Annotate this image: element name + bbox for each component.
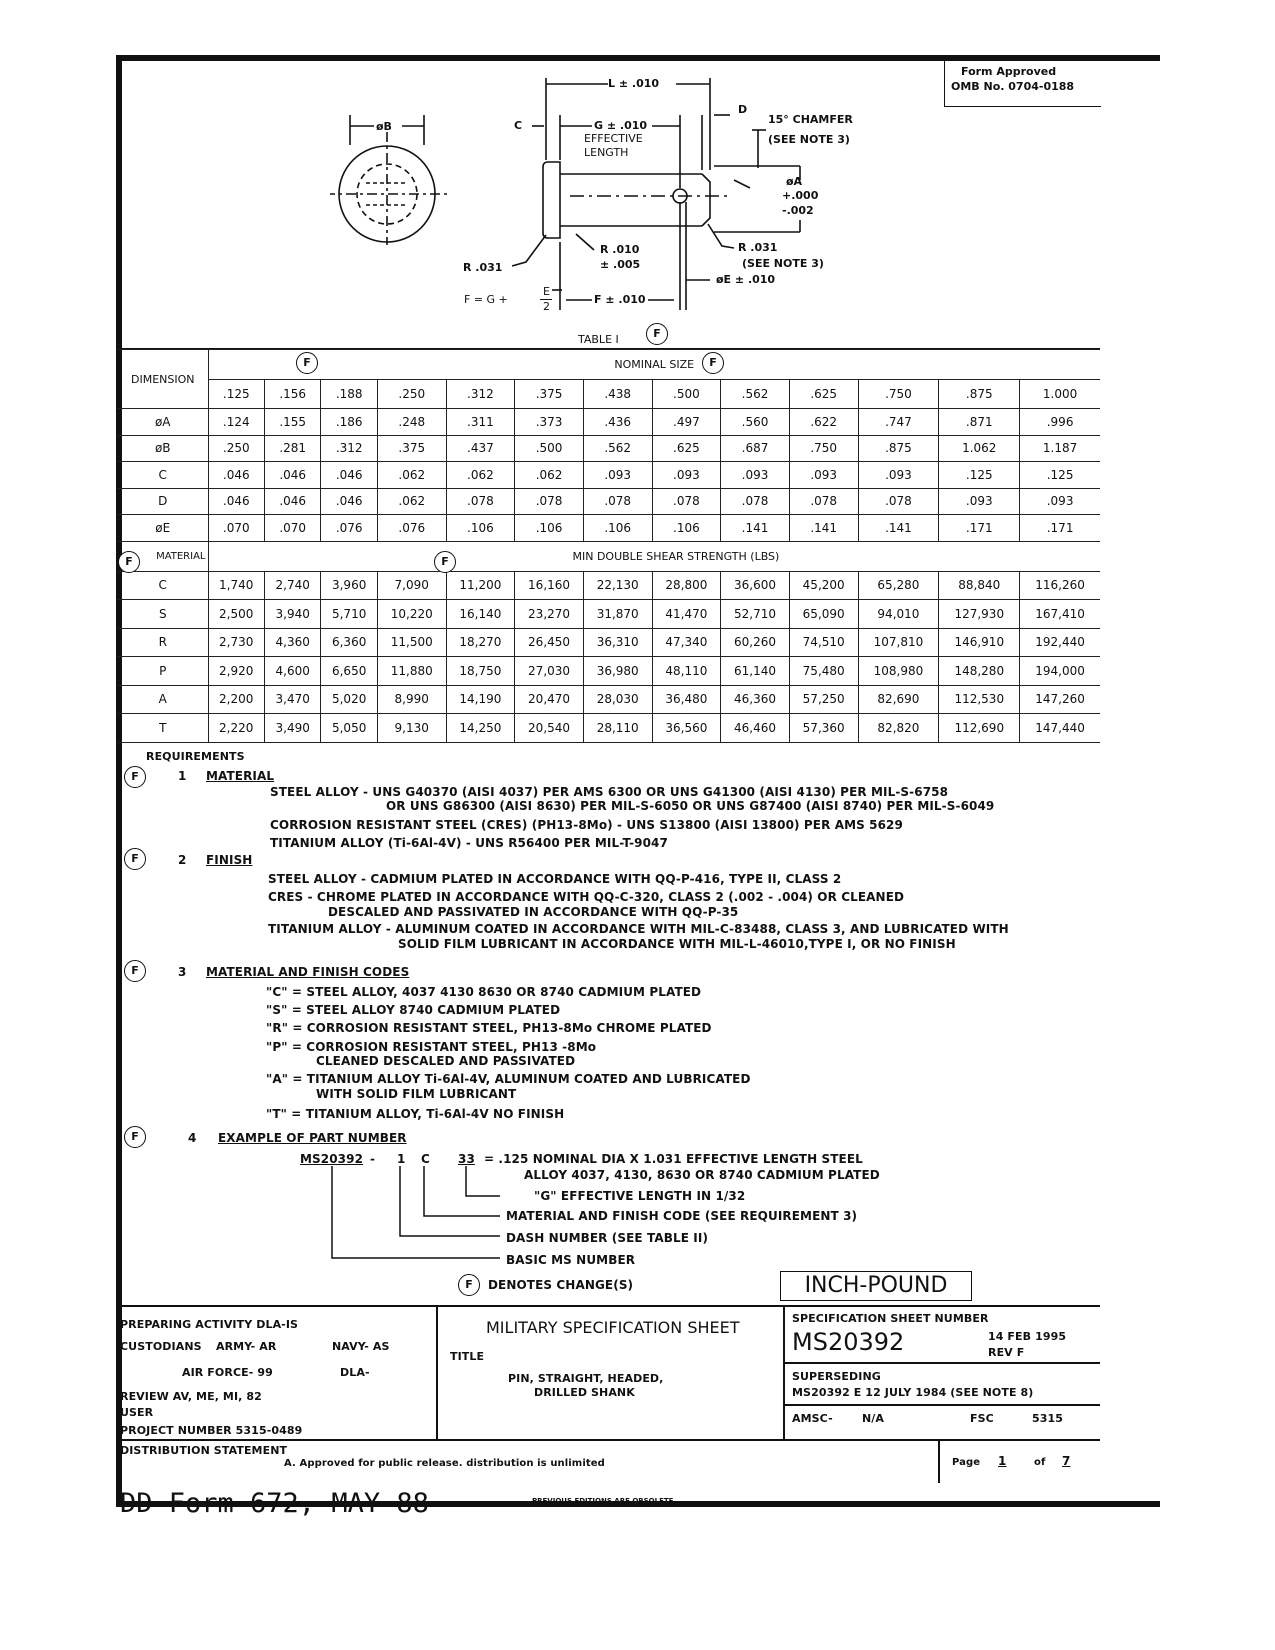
table-cell: 108,980 <box>858 657 939 686</box>
table-cell: .078 <box>858 488 939 515</box>
change-mark: F <box>124 960 146 982</box>
table-cell: 16,160 <box>515 571 584 600</box>
req3-line: WITH SOLID FILM LUBRICANT <box>316 1087 517 1101</box>
table-cell: .093 <box>652 462 721 489</box>
superseding-label: SUPERSEDING <box>792 1370 881 1383</box>
size-header-cell: .438 <box>583 380 652 409</box>
example-part-number: MS20392 <box>300 1152 364 1166</box>
table-row <box>118 515 1100 542</box>
table-cell: 6,360 <box>321 628 377 657</box>
table-cell: 47,340 <box>652 628 721 657</box>
spec-revision: REV F <box>988 1346 1025 1359</box>
size-header-cell: .188 <box>321 380 377 409</box>
table-cell: 4,360 <box>264 628 320 657</box>
table-cell: 16,140 <box>446 600 515 629</box>
table-cell: 194,000 <box>1020 657 1100 686</box>
change-mark: F <box>434 551 456 573</box>
req3-line: "S" = STEEL ALLOY 8740 CADMIUM PLATED <box>266 1003 561 1017</box>
table-cell: .250 <box>208 435 264 462</box>
table-row <box>118 435 1100 462</box>
table-cell: 2,220 <box>208 714 264 743</box>
c-label: C <box>514 119 523 132</box>
table-cell: .171 <box>1020 515 1100 542</box>
table-cell: 5,020 <box>321 685 377 714</box>
nominal-size-header <box>208 350 1100 380</box>
table-cell: .312 <box>321 435 377 462</box>
table-cell: 61,140 <box>721 657 790 686</box>
table-cell: .078 <box>515 488 584 515</box>
req2-line: SOLID FILM LUBRICANT IN ACCORDANCE WITH MIL-L-46010,TYPE I, OR NO FINISH <box>398 937 956 951</box>
length-label: LENGTH <box>584 146 629 159</box>
table-cell: 20,540 <box>515 714 584 743</box>
d-label: D <box>738 103 748 116</box>
table-cell: .093 <box>939 488 1020 515</box>
table-cell: .078 <box>652 488 721 515</box>
l-label: L ± .010 <box>608 77 660 90</box>
table-cell: 57,360 <box>789 714 858 743</box>
req1-line: STEEL ALLOY - UNS G40370 (AISI 4037) PER AMS 6300 OR UNS G41300 (AISI 4130) PER MIL-S-6758 <box>270 785 949 799</box>
req2-line: CRES - CHROME PLATED IN ACCORDANCE WITH QQ-C-320, CLASS 2 (.002 - .004) OR CLEANED <box>268 890 905 904</box>
chamfer-note: (SEE NOTE 3) <box>768 133 850 146</box>
callout-effective-length: "G" EFFECTIVE LENGTH IN 1/32 <box>534 1189 746 1203</box>
table-cell: 48,110 <box>652 657 721 686</box>
table-cell: 36,980 <box>583 657 652 686</box>
table-cell: 57,250 <box>789 685 858 714</box>
req3-line: "R" = CORROSION RESISTANT STEEL, PH13-8Mo CHROME PLATED <box>266 1021 712 1035</box>
footer-divider-page <box>938 1439 940 1483</box>
table-cell: 7,090 <box>377 571 446 600</box>
table-cell: .750 <box>789 435 858 462</box>
req3-number: 3 <box>178 965 187 979</box>
table-row <box>118 714 1100 743</box>
req2-line: TITANIUM ALLOY - ALUMINUM COATED IN ACCORDANCE WITH MIL-C-83488, CLASS 3, AND LUBRICATED WITH <box>268 922 1009 936</box>
table-cell: 26,450 <box>515 628 584 657</box>
req2-title: FINISH <box>206 853 253 867</box>
table-cell: 107,810 <box>858 628 939 657</box>
table-cell: 27,030 <box>515 657 584 686</box>
table-one <box>118 349 1100 743</box>
table-cell: 3,490 <box>264 714 320 743</box>
preparing-activity: PREPARING ACTIVITY DLA-IS <box>120 1318 299 1331</box>
table-cell: .996 <box>1020 409 1100 436</box>
row-label: A <box>118 685 208 714</box>
req3-line: "C" = STEEL ALLOY, 4037 4130 8630 OR 8740 CADMIUM PLATED <box>266 985 702 999</box>
table-cell: .141 <box>789 515 858 542</box>
table-cell: .046 <box>321 488 377 515</box>
table-cell: .106 <box>446 515 515 542</box>
table-cell: .076 <box>321 515 377 542</box>
req4-number: 4 <box>188 1131 197 1145</box>
f-den: 2 <box>543 300 550 313</box>
size-header-cell: .625 <box>789 380 858 409</box>
change-mark: F <box>702 352 724 374</box>
table-cell: .747 <box>858 409 939 436</box>
change-mark: F <box>124 766 146 788</box>
shear-header: MIN DOUBLE SHEAR STRENGTH (LBS) <box>208 541 1100 571</box>
table-cell: 167,410 <box>1020 600 1100 629</box>
table-row <box>118 600 1100 629</box>
example-desc-1: = .125 NOMINAL DIA X 1.031 EFFECTIVE LENGTH STEEL <box>484 1152 863 1166</box>
table-cell: .436 <box>583 409 652 436</box>
table-cell: .373 <box>515 409 584 436</box>
table-cell: .124 <box>208 409 264 436</box>
table-cell: 127,930 <box>939 600 1020 629</box>
table-cell: 36,600 <box>721 571 790 600</box>
table-row <box>118 571 1100 600</box>
table-cell: 8,990 <box>377 685 446 714</box>
table-cell: .141 <box>721 515 790 542</box>
table-cell: .046 <box>264 488 320 515</box>
distribution-label: DISTRIBUTION STATEMENT <box>120 1444 288 1457</box>
of-label: of <box>1034 1457 1046 1468</box>
req2-number: 2 <box>178 853 187 867</box>
spec-sheet-label: SPECIFICATION SHEET NUMBER <box>792 1312 989 1325</box>
table-cell: 1.062 <box>939 435 1020 462</box>
table-cell: 3,940 <box>264 600 320 629</box>
req3-line: CLEANED DESCALED AND PASSIVATED <box>316 1054 576 1068</box>
table-cell: .093 <box>583 462 652 489</box>
req3-line: "A" = TITANIUM ALLOY Ti-6Al-4V, ALUMINUM COATED AND LUBRICATED <box>266 1072 751 1086</box>
table-cell: .078 <box>789 488 858 515</box>
table-cell: .046 <box>208 462 264 489</box>
table-cell: 18,750 <box>446 657 515 686</box>
table-cell: .437 <box>446 435 515 462</box>
table-cell: 5,710 <box>321 600 377 629</box>
amsc-value: N/A <box>862 1412 885 1425</box>
callout-material-code: MATERIAL AND FINISH CODE (SEE REQUIREMENT 3) <box>506 1209 858 1223</box>
table-cell: 3,470 <box>264 685 320 714</box>
table-cell: 36,480 <box>652 685 721 714</box>
table-cell: 18,270 <box>446 628 515 657</box>
table-cell: .078 <box>583 488 652 515</box>
user-label: USER <box>120 1406 154 1419</box>
form-approved-box <box>944 60 1101 107</box>
table-cell: 112,690 <box>939 714 1020 743</box>
table-cell: 146,910 <box>939 628 1020 657</box>
f-formula: F = G + <box>464 293 508 306</box>
change-mark: F <box>124 848 146 870</box>
title-line-1: PIN, STRAIGHT, HEADED, <box>508 1372 664 1385</box>
footer-divider-1 <box>436 1305 438 1439</box>
f-tol: F ± .010 <box>594 293 646 306</box>
denotes-changes: DENOTES CHANGE(S) <box>488 1278 634 1292</box>
table-cell: .106 <box>583 515 652 542</box>
table-cell: 3,960 <box>321 571 377 600</box>
a-label: øA <box>786 175 803 188</box>
example-desc-2: ALLOY 4037, 4130, 8630 OR 8740 CADMIUM PLATED <box>524 1168 880 1182</box>
title-label: TITLE <box>450 1350 485 1363</box>
table-cell: 1.187 <box>1020 435 1100 462</box>
req4-title: EXAMPLE OF PART NUMBER <box>218 1131 407 1145</box>
table-cell: 112,530 <box>939 685 1020 714</box>
table-cell: 11,880 <box>377 657 446 686</box>
table-cell: .375 <box>377 435 446 462</box>
table-cell: 2,200 <box>208 685 264 714</box>
distribution-statement: A. Approved for public release. distribution is unlimited <box>284 1458 605 1469</box>
table-cell: 41,470 <box>652 600 721 629</box>
table-cell: .093 <box>1020 488 1100 515</box>
table-cell: 10,220 <box>377 600 446 629</box>
row-label: T <box>118 714 208 743</box>
a-tol-minus: -.002 <box>782 204 814 217</box>
size-header-cell: .875 <box>939 380 1020 409</box>
example-part-1: 1 <box>397 1152 406 1166</box>
footer-rule-dist <box>118 1439 1100 1441</box>
f-num: E <box>543 285 550 298</box>
spec-sheet-number: MS20392 <box>792 1328 905 1356</box>
table-title: TABLE I <box>578 333 619 346</box>
table-cell: 82,820 <box>858 714 939 743</box>
table-cell: .281 <box>264 435 320 462</box>
req3-line: "P" = CORROSION RESISTANT STEEL, PH13 -8Mo <box>266 1040 597 1054</box>
table-cell: 9,130 <box>377 714 446 743</box>
table-row <box>118 488 1100 515</box>
change-mark: F <box>124 1126 146 1148</box>
table-cell: 36,560 <box>652 714 721 743</box>
table-cell: 28,800 <box>652 571 721 600</box>
size-header-cell: 1.000 <box>1020 380 1100 409</box>
table-cell: 5,050 <box>321 714 377 743</box>
table-cell: 82,690 <box>858 685 939 714</box>
table-cell: 2,920 <box>208 657 264 686</box>
custodian-army: ARMY- AR <box>216 1340 277 1353</box>
req1-title: MATERIAL <box>206 769 275 783</box>
table-cell: 75,480 <box>789 657 858 686</box>
fsc-value: 5315 <box>1032 1412 1064 1425</box>
size-header-cell: .312 <box>446 380 515 409</box>
table-cell: 52,710 <box>721 600 790 629</box>
table-cell: .500 <box>515 435 584 462</box>
table-cell: 74,510 <box>789 628 858 657</box>
table-cell: 65,090 <box>789 600 858 629</box>
row-label: S <box>118 600 208 629</box>
spec-date: 14 FEB 1995 <box>988 1330 1067 1343</box>
table-cell: 2,500 <box>208 600 264 629</box>
table-cell: .062 <box>515 462 584 489</box>
obsolete-note: PREVIOUS EDITIONS ARE OBSOLETE <box>532 1497 674 1505</box>
req1-line: TITANIUM ALLOY (Ti-6Al-4V) - UNS R56400 PER MIL-T-9047 <box>270 836 668 850</box>
page-label: Page <box>952 1457 981 1468</box>
table-row <box>118 462 1100 489</box>
chamfer-label: 15° CHAMFER <box>768 113 853 126</box>
table-cell: .125 <box>1020 462 1100 489</box>
custodian-airforce: AIR FORCE- 99 <box>182 1366 273 1379</box>
footer-divider-2 <box>783 1305 785 1439</box>
title-line-2: DRILLED SHANK <box>534 1386 635 1399</box>
table-row <box>118 657 1100 686</box>
table-cell: 46,360 <box>721 685 790 714</box>
table-cell: .070 <box>208 515 264 542</box>
table-cell: .687 <box>721 435 790 462</box>
table-cell: .062 <box>446 462 515 489</box>
table-cell: .062 <box>377 488 446 515</box>
row-label: C <box>118 462 208 489</box>
table-cell: 147,440 <box>1020 714 1100 743</box>
table-cell: .248 <box>377 409 446 436</box>
table-cell: .106 <box>652 515 721 542</box>
example-part-3: 33 <box>458 1152 475 1166</box>
r010-tol: ± .005 <box>600 258 641 271</box>
page-number: 1 <box>998 1454 1007 1468</box>
table-cell: 147,260 <box>1020 685 1100 714</box>
table-cell: .078 <box>446 488 515 515</box>
table-cell: 1,740 <box>208 571 264 600</box>
fsc-label: FSC <box>970 1412 994 1425</box>
table-cell: .046 <box>208 488 264 515</box>
table-cell: 28,110 <box>583 714 652 743</box>
table-row <box>118 628 1100 657</box>
table-row <box>118 685 1100 714</box>
callout-dash-number: DASH NUMBER (SEE TABLE II) <box>506 1231 709 1245</box>
table-cell: 148,280 <box>939 657 1020 686</box>
table-cell: 6,650 <box>321 657 377 686</box>
table-cell: .625 <box>652 435 721 462</box>
row-label: D <box>118 488 208 515</box>
table-cell: .070 <box>264 515 320 542</box>
size-header-cell: .125 <box>208 380 264 409</box>
footer-top-rule <box>118 1305 1100 1307</box>
size-header-cell: .500 <box>652 380 721 409</box>
table-cell: 11,200 <box>446 571 515 600</box>
custodian-dla: DLA- <box>340 1366 370 1379</box>
mil-spec-sheet: MILITARY SPECIFICATION SHEET <box>486 1318 740 1337</box>
example-part-2: C <box>421 1152 430 1166</box>
table-cell: .875 <box>858 435 939 462</box>
change-mark: F <box>296 352 318 374</box>
table-cell: .186 <box>321 409 377 436</box>
req3-line: "T" = TITANIUM ALLOY, Ti-6Al-4V NO FINISH <box>266 1107 565 1121</box>
table-cell: .562 <box>583 435 652 462</box>
requirements-heading: REQUIREMENTS <box>146 750 245 763</box>
req2-line: STEEL ALLOY - CADMIUM PLATED IN ACCORDANCE WITH QQ-P-416, TYPE II, CLASS 2 <box>268 872 842 886</box>
row-label: C <box>118 571 208 600</box>
form-approved-line2: OMB No. 0704-0188 <box>951 80 1075 93</box>
row-label: øA <box>118 409 208 436</box>
table-cell: 14,190 <box>446 685 515 714</box>
table-cell: 31,870 <box>583 600 652 629</box>
table-cell: 22,130 <box>583 571 652 600</box>
change-mark: F <box>458 1274 480 1296</box>
review-activities: REVIEW AV, ME, MI, 82 <box>120 1390 262 1403</box>
form-approved-line1: Form Approved <box>961 65 1057 78</box>
req2-line: DESCALED AND PASSIVATED IN ACCORDANCE WITH QQ-P-35 <box>328 905 739 919</box>
table-cell: .093 <box>858 462 939 489</box>
change-mark: F <box>646 323 668 345</box>
table-cell: 11,500 <box>377 628 446 657</box>
footer-rule-spec <box>783 1362 1100 1364</box>
table-cell: .062 <box>377 462 446 489</box>
project-number: PROJECT NUMBER 5315-0489 <box>120 1424 303 1437</box>
size-header-cell: .375 <box>515 380 584 409</box>
callout-basic-ms: BASIC MS NUMBER <box>506 1253 636 1267</box>
r031-end-label: R .031 <box>738 241 778 254</box>
table-cell: .078 <box>721 488 790 515</box>
custodian-navy: NAVY- AS <box>332 1340 390 1353</box>
req1-number: 1 <box>178 769 187 783</box>
table-cell: .093 <box>721 462 790 489</box>
table-row <box>118 409 1100 436</box>
r010-label: R .010 <box>600 243 640 256</box>
table-cell: 116,260 <box>1020 571 1100 600</box>
dd-form-label: DD Form 672, MAY 88 <box>120 1488 429 1519</box>
table-cell: 88,840 <box>939 571 1020 600</box>
total-pages: 7 <box>1062 1454 1071 1468</box>
table-cell: .311 <box>446 409 515 436</box>
size-header-cell: .562 <box>721 380 790 409</box>
table-cell: 4,600 <box>264 657 320 686</box>
table-cell: .093 <box>789 462 858 489</box>
table-cell: .046 <box>321 462 377 489</box>
b-label: øB <box>376 120 392 133</box>
table-cell: 192,440 <box>1020 628 1100 657</box>
table-cell: .497 <box>652 409 721 436</box>
g-label: G ± .010 <box>594 119 648 132</box>
e-label: øE ± .010 <box>716 273 776 286</box>
table-cell: 2,740 <box>264 571 320 600</box>
size-header-cell: .250 <box>377 380 446 409</box>
req1-line: OR UNS G86300 (AISI 8630) PER MIL-S-6050 OR UNS G87400 (AISI 8740) PER MIL-S-6049 <box>386 799 995 813</box>
superseding-value: MS20392 E 12 JULY 1984 (SEE NOTE 8) <box>792 1386 1034 1399</box>
table-cell: .560 <box>721 409 790 436</box>
table-cell: 60,260 <box>721 628 790 657</box>
r031-head-label: R .031 <box>463 261 503 274</box>
row-label: øB <box>118 435 208 462</box>
table-cell: 23,270 <box>515 600 584 629</box>
table-cell: 20,470 <box>515 685 584 714</box>
footer-rule-supersed <box>783 1404 1100 1406</box>
dimension-header: DIMENSION <box>118 350 208 409</box>
table-cell: .141 <box>858 515 939 542</box>
size-header-cell: .156 <box>264 380 320 409</box>
row-label: P <box>118 657 208 686</box>
table-cell: .622 <box>789 409 858 436</box>
table-cell: .155 <box>264 409 320 436</box>
req1-line: CORROSION RESISTANT STEEL (CRES) (PH13-8Mo) - UNS S13800 (AISI 13800) PER AMS 5629 <box>270 818 903 832</box>
material-header: MATERIAL <box>118 541 208 571</box>
nominal-size-label: NOMINAL SIZE <box>614 358 695 371</box>
row-label: R <box>118 628 208 657</box>
amsc-label: AMSC- <box>792 1412 833 1425</box>
custodians-label: CUSTODIANS <box>120 1340 202 1353</box>
table-cell: 2,730 <box>208 628 264 657</box>
table-cell: 28,030 <box>583 685 652 714</box>
size-header-cell: .750 <box>858 380 939 409</box>
r031-note: (SEE NOTE 3) <box>742 257 824 270</box>
effective-label: EFFECTIVE <box>584 132 643 145</box>
a-tol-plus: +.000 <box>782 189 819 202</box>
table-cell: 36,310 <box>583 628 652 657</box>
inch-pound-badge: INCH-POUND <box>780 1271 972 1301</box>
table-cell: .171 <box>939 515 1020 542</box>
table-cell: 94,010 <box>858 600 939 629</box>
table-cell: .106 <box>515 515 584 542</box>
table-cell: 46,460 <box>721 714 790 743</box>
row-label: øE <box>118 515 208 542</box>
table-cell: .046 <box>264 462 320 489</box>
req3-title: MATERIAL AND FINISH CODES <box>206 965 410 979</box>
table-cell: 45,200 <box>789 571 858 600</box>
example-dash: - <box>370 1152 376 1166</box>
part-number-callout-lines <box>320 1166 510 1266</box>
table-cell: .076 <box>377 515 446 542</box>
table-cell: .125 <box>939 462 1020 489</box>
table-cell: 14,250 <box>446 714 515 743</box>
table-cell: .871 <box>939 409 1020 436</box>
table-cell: 65,280 <box>858 571 939 600</box>
change-mark: F <box>118 551 140 573</box>
